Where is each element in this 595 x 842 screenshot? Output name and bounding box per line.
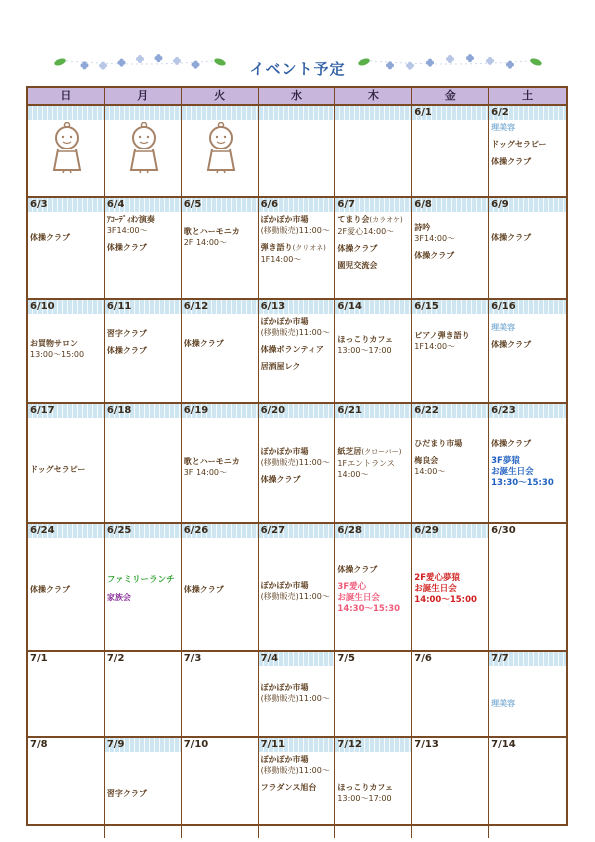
event-time: 2F 14:00～ [183, 238, 227, 247]
day-cell [412, 106, 489, 196]
day-events [489, 418, 566, 489]
day-events [489, 120, 566, 167]
event-name: ぽかぽか市場 [260, 755, 309, 764]
event-item [491, 139, 565, 150]
day-cell [489, 524, 566, 650]
event-item [261, 682, 334, 704]
event-time: 1Fエントランス [337, 459, 395, 468]
event-name: お買物サロン [30, 339, 78, 348]
day-events [412, 314, 488, 352]
event-time: 14:00～ [337, 470, 369, 479]
day-cell [412, 198, 489, 298]
event-item [491, 455, 565, 489]
event-name: 歌とハーモニカ [183, 457, 240, 466]
event-item [107, 345, 180, 356]
day-date: 6/1 [412, 106, 488, 120]
day-date: 7/5 [337, 653, 355, 664]
day-events [105, 212, 181, 253]
event-item [491, 339, 565, 350]
event-name: ぽかぽか市場 [260, 683, 309, 692]
day-events [259, 212, 335, 265]
day-cell [335, 300, 412, 402]
event-name: フラダンス旭台 [260, 783, 317, 792]
event-time: 1F14:00～ [414, 342, 456, 351]
event-item [107, 574, 180, 586]
day-events [489, 752, 566, 754]
flower-garland-right [356, 50, 544, 74]
day-cell [28, 524, 105, 650]
event-item [491, 156, 565, 167]
event-time: (移動販売)11:00～ [260, 226, 330, 235]
event-name: 体操クラブ [491, 233, 532, 242]
event-name: 体操クラブ [183, 585, 224, 594]
calendar-header [0, 50, 595, 80]
day-events [335, 212, 411, 271]
weekday-label: 水 [259, 88, 336, 104]
day-date: 7/2 [106, 653, 125, 664]
event-name: ほっこりカフェ [337, 783, 394, 792]
day-date: 7/3 [183, 653, 202, 664]
day-cell [259, 738, 336, 838]
event-name: 3F愛心 [337, 582, 367, 592]
event-name: 体操クラブ [30, 585, 70, 594]
day-events [28, 314, 104, 360]
day-cell [28, 404, 105, 522]
day-date: 6/4 [105, 198, 181, 212]
event-item [30, 338, 103, 360]
day-cell [105, 198, 182, 298]
day-events [28, 212, 104, 243]
day-date: 6/18 [105, 404, 181, 418]
event-item [184, 584, 257, 595]
event-name: ほっこりカフェ [337, 335, 394, 344]
event-item [337, 334, 410, 356]
day-cell [28, 198, 105, 298]
day-date: 6/23 [489, 404, 566, 418]
event-time: (移動販売)11:00～ [260, 592, 330, 601]
day-cell [259, 652, 336, 736]
event-name: 理美容 [491, 323, 516, 332]
day-events [335, 666, 411, 668]
event-name: 体操クラブ [414, 251, 455, 260]
event-name: 体操クラブ [30, 233, 70, 242]
calendar-week [28, 652, 566, 738]
event-item [414, 222, 487, 244]
event-name: 体操クラブ [106, 346, 147, 355]
day-cell [182, 404, 259, 522]
day-date: 7/14 [491, 739, 516, 750]
day-cell [105, 300, 182, 402]
day-date: 6/14 [335, 300, 411, 314]
event-name: 梅良会 [414, 456, 439, 465]
event-name: ピアノ弾き語り [414, 331, 470, 340]
day-cell [259, 198, 336, 298]
day-date: 6/27 [259, 524, 335, 538]
event-item [414, 250, 487, 261]
calendar-week [28, 300, 566, 404]
event-item [107, 788, 180, 799]
day-events [182, 418, 258, 478]
day-events [105, 538, 181, 603]
day-cell [489, 404, 566, 522]
day-events [259, 538, 335, 602]
day-date: 6/20 [259, 404, 335, 418]
event-time: 1F14:00～ [260, 255, 302, 264]
event-time: 3F 14:00～ [183, 468, 227, 477]
event-item [184, 338, 257, 349]
day-date: 6/5 [182, 198, 258, 212]
day-date: 6/13 [259, 300, 335, 314]
teru-teru-bozu-icon [52, 122, 82, 178]
event-name: ひだまり市場 [414, 439, 463, 448]
event-name: 体操クラブ [106, 243, 147, 252]
day-events [412, 212, 488, 261]
day-cell [182, 106, 259, 196]
event-name: 習字クラブ [106, 329, 147, 338]
event-item [337, 243, 410, 254]
day-events [182, 752, 258, 754]
event-time: 13:00～17:00 [337, 346, 392, 355]
day-cell [412, 524, 489, 650]
event-name: 弾き語り [260, 243, 293, 252]
event-item [414, 438, 487, 449]
day-cell [412, 738, 489, 838]
day-date: 6/25 [105, 524, 181, 538]
day-events [335, 418, 411, 480]
calendar-week [28, 524, 566, 652]
event-time: (移動販売)11:00～ [260, 458, 330, 467]
event-item [261, 446, 334, 468]
event-time: 14:30～15:30 [337, 604, 401, 614]
event-name: ぽかぽか市場 [260, 215, 309, 224]
event-item [261, 754, 334, 776]
day-cell [412, 300, 489, 402]
day-cell [105, 524, 182, 650]
day-cell [335, 524, 412, 650]
day-date: 6/11 [105, 300, 181, 314]
day-date: 7/13 [414, 739, 439, 750]
day-cell [28, 652, 105, 736]
day-date: 6/28 [335, 524, 411, 538]
day-date [182, 106, 258, 120]
event-item [107, 328, 180, 339]
day-events [28, 418, 104, 475]
day-date: 7/11 [259, 738, 335, 752]
calendar-week [28, 106, 566, 198]
event-name: 習字クラブ [106, 789, 147, 798]
day-date: 6/24 [28, 524, 104, 538]
event-name: ドッグセラピー [30, 465, 86, 474]
event-name: 紙芝居 [337, 447, 362, 456]
event-time: 14:00～ [414, 467, 446, 476]
event-time: 13:30～15:30 [491, 478, 554, 488]
day-cell [259, 300, 336, 402]
day-events [489, 314, 566, 350]
day-events [259, 752, 335, 793]
event-calendar [26, 86, 568, 826]
event-name: 体操クラブ [337, 244, 378, 253]
event-name: てまり会 [337, 215, 370, 224]
event-item [491, 698, 565, 709]
event-name: ｱｺｰﾃﾞｨｵﾝ演奏 [106, 215, 155, 224]
event-time: お誕生日会 [491, 467, 534, 477]
event-name: ぽかぽか市場 [260, 447, 309, 456]
day-cell [182, 300, 259, 402]
event-item [261, 242, 334, 265]
day-date [28, 106, 104, 120]
event-item [184, 456, 257, 478]
calendar-week [28, 198, 566, 300]
day-events [182, 314, 258, 349]
event-name: 体操クラブ [491, 439, 532, 448]
event-item [337, 581, 410, 615]
event-item [261, 580, 334, 602]
day-events [335, 752, 411, 804]
day-events [28, 752, 104, 754]
page-title: イベント予定 [249, 60, 346, 78]
day-date [335, 106, 411, 120]
event-name: 2F愛心夢猿 [414, 573, 461, 583]
weekday-header [28, 88, 566, 106]
day-date: 6/29 [412, 524, 488, 538]
day-events [335, 120, 411, 122]
day-events [259, 666, 335, 704]
day-date: 7/8 [30, 739, 48, 750]
day-cell [259, 404, 336, 522]
day-events [28, 538, 104, 595]
day-date: 6/21 [335, 404, 411, 418]
day-date [259, 106, 335, 120]
event-item [414, 455, 487, 477]
day-cell [259, 524, 336, 650]
day-cell [412, 652, 489, 736]
day-events [182, 538, 258, 595]
event-name: 園児交流会 [337, 261, 378, 270]
event-item [491, 232, 565, 243]
day-cell [489, 106, 566, 196]
day-cell [335, 652, 412, 736]
day-events [105, 666, 181, 668]
event-name: 3F夢猿 [491, 456, 520, 466]
event-name: 歌とハーモニカ [183, 227, 240, 236]
day-events [105, 418, 181, 420]
event-time: (移動販売)11:00～ [260, 328, 330, 337]
event-name: ぽかぽか市場 [260, 581, 309, 590]
event-name: 体操クラブ [337, 565, 378, 574]
event-name: 理美容 [491, 699, 516, 708]
day-cell [489, 198, 566, 298]
day-date: 6/10 [28, 300, 104, 314]
day-events [28, 666, 104, 668]
weekday-label: 日 [28, 88, 105, 104]
day-date: 7/1 [30, 653, 48, 664]
day-events [182, 212, 258, 248]
day-cell [259, 106, 336, 196]
event-item [491, 322, 565, 333]
day-date: 6/16 [489, 300, 566, 314]
event-name: ファミリーランチ [106, 575, 175, 585]
event-time: (移動販売)11:00～ [260, 766, 330, 775]
day-date: 6/7 [335, 198, 411, 212]
event-item [30, 232, 103, 243]
day-cell [182, 652, 259, 736]
day-events [412, 666, 488, 668]
day-date: 7/9 [105, 738, 181, 752]
day-date [105, 106, 181, 120]
day-events [335, 314, 411, 356]
event-name: 体操クラブ [491, 340, 532, 349]
event-item [30, 584, 103, 595]
day-cell [182, 738, 259, 838]
day-date: 6/30 [491, 525, 516, 536]
event-time: 2F愛心14:00～ [337, 227, 395, 236]
day-events [412, 752, 488, 754]
day-cell [28, 106, 105, 196]
day-cell [335, 404, 412, 522]
event-item [337, 564, 410, 575]
event-item [261, 782, 334, 793]
event-time: お誕生日会 [337, 593, 380, 603]
event-time: 13:00～15:00 [30, 350, 85, 359]
event-item [107, 214, 180, 236]
day-cell [105, 404, 182, 522]
event-item [261, 316, 334, 338]
day-date: 6/15 [412, 300, 488, 314]
day-date: 6/26 [182, 524, 258, 538]
day-date: 6/12 [182, 300, 258, 314]
event-item [107, 242, 180, 253]
weekday-label: 木 [335, 88, 412, 104]
day-events [412, 120, 488, 122]
day-date: 6/3 [28, 198, 104, 212]
weekday-label: 月 [105, 88, 182, 104]
event-name: 居酒屋レク [260, 362, 301, 371]
event-item [107, 592, 180, 603]
day-date: 7/12 [335, 738, 411, 752]
day-cell [105, 652, 182, 736]
day-date: 7/10 [183, 739, 209, 750]
event-time: 14:00～15:00 [414, 595, 477, 605]
event-name: 理美容 [491, 123, 516, 132]
day-date: 7/6 [414, 653, 432, 664]
event-time: お誕生日会 [414, 584, 457, 594]
weekday-label: 火 [182, 88, 259, 104]
weekday-label: 土 [522, 89, 534, 102]
day-events [412, 538, 488, 606]
day-cell [335, 738, 412, 838]
day-date: 7/4 [259, 652, 335, 666]
day-cell [28, 300, 105, 402]
day-cell [335, 198, 412, 298]
day-cell [489, 738, 566, 838]
event-note: (カラオケ) [369, 216, 403, 224]
day-events [182, 666, 258, 668]
day-events [489, 538, 566, 540]
event-item [261, 474, 334, 485]
day-date: 7/7 [489, 652, 566, 666]
event-name: ぽかぽか市場 [260, 317, 309, 326]
day-cell [28, 738, 105, 838]
event-item [414, 330, 487, 352]
weekday-label: 金 [412, 88, 489, 104]
day-cell [489, 300, 566, 402]
event-time: 13:00～17:00 [337, 794, 392, 803]
day-cell [182, 198, 259, 298]
day-events [412, 418, 488, 477]
calendar-weeks [28, 106, 566, 838]
event-item [414, 572, 487, 606]
teru-teru-bozu-icon [206, 122, 236, 178]
event-item [337, 260, 410, 271]
day-cell [412, 404, 489, 522]
day-events [105, 752, 181, 799]
day-date: 6/9 [489, 198, 566, 212]
event-name: 詩吟 [414, 223, 431, 232]
day-date: 6/2 [489, 106, 566, 120]
event-item [261, 344, 334, 355]
event-item [261, 361, 334, 372]
event-time: 3F14:00～ [414, 234, 456, 243]
event-item [491, 122, 565, 133]
calendar-week [28, 404, 566, 524]
calendar-week [28, 738, 566, 838]
event-note: (クローバー) [361, 448, 402, 456]
day-date: 6/22 [412, 404, 488, 418]
event-item [30, 464, 103, 475]
event-name: ドッグセラピー [491, 140, 547, 149]
event-name: 体操クラブ [183, 339, 224, 348]
day-date: 6/6 [259, 198, 335, 212]
event-name: 体操クラブ [260, 475, 301, 484]
day-cell [105, 106, 182, 196]
day-events [259, 314, 335, 372]
teru-teru-bozu-icon [129, 122, 159, 178]
day-date: 6/19 [182, 404, 258, 418]
event-item [184, 226, 257, 248]
event-time: 3F14:00～ [106, 226, 148, 235]
event-name: 体操ボランティア [260, 345, 324, 354]
event-name: 体操クラブ [491, 157, 532, 166]
day-date: 6/17 [28, 404, 104, 418]
event-time: (移動販売)11:00～ [260, 694, 330, 703]
event-item [491, 438, 565, 449]
event-item [337, 446, 410, 480]
event-item [337, 214, 410, 237]
day-events [259, 120, 335, 122]
event-item [337, 782, 410, 804]
day-cell [489, 652, 566, 736]
day-events [105, 314, 181, 356]
day-cell [335, 106, 412, 196]
day-events [259, 418, 335, 485]
day-cell [105, 738, 182, 838]
event-note: (クリオネ) [292, 244, 326, 252]
day-events [489, 212, 566, 243]
event-item [261, 214, 334, 236]
day-date: 6/8 [412, 198, 488, 212]
event-name: 家族会 [106, 593, 131, 602]
day-events [335, 538, 411, 615]
day-cell [182, 524, 259, 650]
day-events [489, 666, 566, 709]
